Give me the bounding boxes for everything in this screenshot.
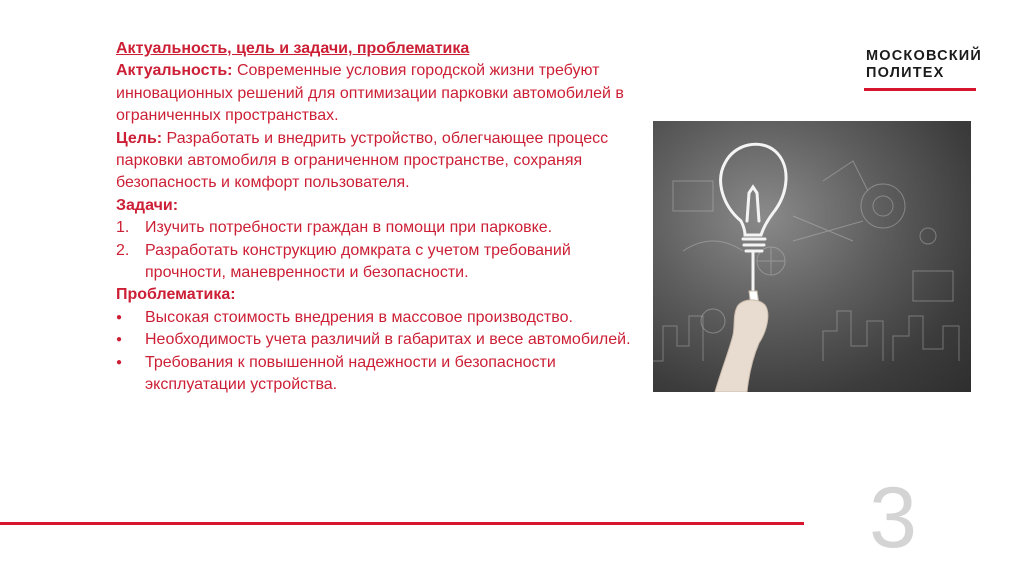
problems-list — [116, 307, 636, 397]
problem-item — [116, 329, 636, 351]
slide-heading: Актуальность, цель и задачи, проблематика — [116, 40, 470, 57]
relevance-paragraph — [116, 60, 636, 127]
goal-label: Цель: — [116, 129, 163, 147]
task-number: 1. — [116, 219, 130, 237]
tasks-list — [116, 217, 636, 284]
task-number: 2. — [116, 241, 130, 259]
problem-item — [116, 307, 636, 329]
lightbulb-illustration — [653, 121, 971, 392]
slide-content — [116, 38, 636, 397]
problem-text: Требования к повышенной надежности и безопасности эксплуатации устройства. — [145, 353, 556, 394]
problem-text: Необходимость учета различий в габаритах и весе автомобилей. — [145, 331, 631, 349]
task-text: Изучить потребности граждан в помощи при парковке. — [145, 219, 553, 237]
goal-text: Разработать и внедрить устройство, облегчающее процесс парковки автомобиля в ограниченном пространстве, сохраняя безопасность и комфорт пользователя. — [116, 129, 609, 192]
relevance-label: Актуальность: — [116, 62, 233, 80]
problem-item — [116, 352, 636, 397]
footer-accent-line — [0, 522, 804, 525]
logo-line-1: МОСКОВСКИЙ — [866, 48, 983, 64]
task-text: Разработать конструкцию домкрата с учетом требований прочности, маневренности и безопасности. — [145, 241, 571, 282]
goal-paragraph — [116, 128, 636, 195]
bullet-icon: ● — [116, 334, 123, 346]
task-item — [116, 217, 636, 239]
bullet-icon: ● — [116, 311, 123, 323]
lightbulb-photo — [653, 121, 971, 392]
task-item — [116, 240, 636, 285]
problems-title: Проблематика: — [116, 286, 236, 304]
logo-accent-bar — [864, 88, 976, 91]
relevance-text: Современные условия городской жизни требуют инновационных решений для оптимизации парковки автомобилей в ограниченных пространствах. — [116, 62, 624, 125]
page-number: 3 — [869, 470, 917, 566]
tasks-title: Задачи: — [116, 196, 179, 214]
problem-text: Высокая стоимость внедрения в массовое производство. — [145, 308, 573, 326]
bullet-icon: ● — [116, 356, 123, 368]
logo-line-2: ПОЛИТЕХ — [866, 65, 945, 81]
logo — [866, 48, 990, 82]
